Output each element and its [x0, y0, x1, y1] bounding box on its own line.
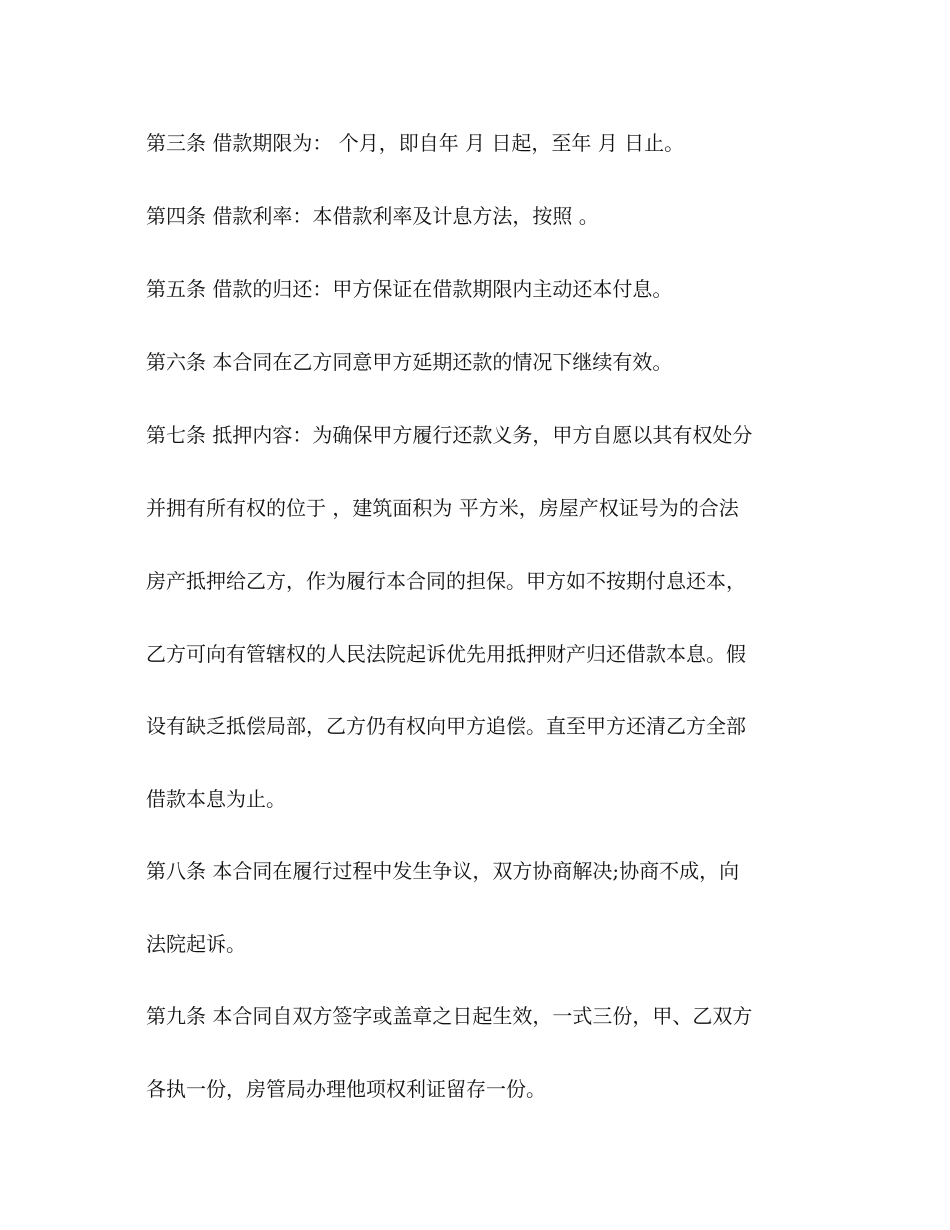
article-7-line-2: 并拥有所有权的位于 ，建筑面积为 平方米，房屋产权证号为的合法 [146, 496, 739, 520]
article-5-text: 第五条 借款的归还：甲方保证在借款期限内主动还本付息。 [146, 277, 673, 301]
article-6-text: 第六条 本合同在乙方同意甲方延期还款的情况下继续有效。 [146, 350, 673, 374]
article-8-line-1: 第八条 本合同在履行过程中发生争议，双方协商解决;协商不成，向 [146, 859, 740, 883]
article-9-line-1: 第九条 本合同自双方签字或盖章之日起生效，一式三份，甲、乙双方 [146, 1004, 753, 1028]
article-4-text: 第四条 借款利率：本借款利率及计息方法，按照 。 [146, 204, 599, 228]
article-7-line-5: 设有缺乏抵偿局部，乙方仍有权向甲方追偿。直至甲方还清乙方全部 [146, 714, 746, 738]
article-7-line-4: 乙方可向有管辖权的人民法院起诉优先用抵押财产归还借款本息。假 [146, 642, 746, 666]
article-7-line-1: 第七条 抵押内容：为确保甲方履行还款义务，甲方自愿以其有权处分 [146, 423, 753, 447]
article-9-line-2: 各执一份，房管局办理他项权利证留存一份。 [146, 1077, 546, 1101]
article-3-text: 第三条 借款期限为： 个月，即自年 月 日起，至年 月 日止。 [146, 131, 685, 155]
article-7-line-3: 房产抵押给乙方，作为履行本合同的担保。甲方如不按期付息还本， [146, 569, 746, 593]
article-7-line-6: 借款本息为止。 [146, 787, 286, 811]
article-8-line-2: 法院起诉。 [146, 932, 246, 956]
